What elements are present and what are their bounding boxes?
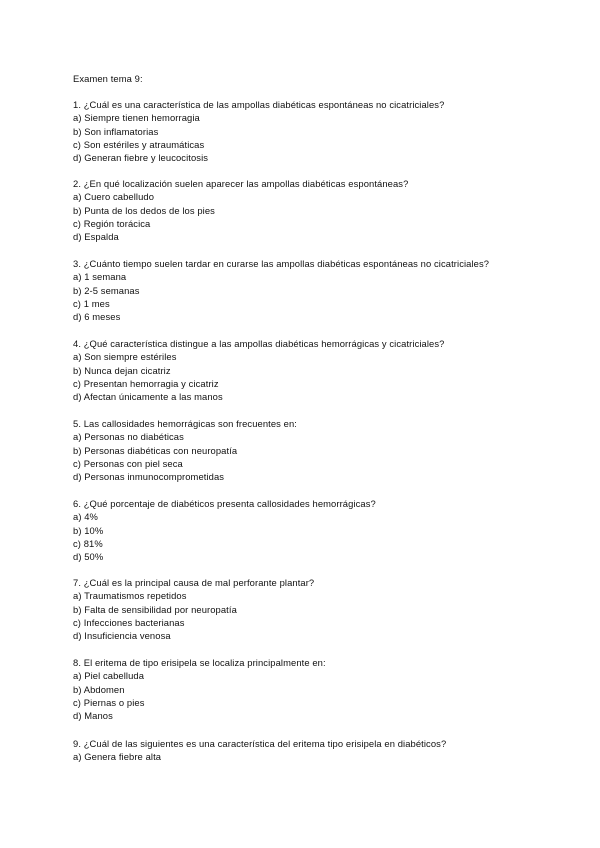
option-b[interactable]: b) Nunca dejan cicatriz	[73, 364, 171, 376]
option-a[interactable]: a) Genera fiebre alta	[73, 751, 162, 763]
question-text: 6. ¿Qué porcentaje de diabéticos presenta callosidades hemorrágicas?	[73, 498, 376, 509]
option-b[interactable]: b) Abdomen	[73, 683, 125, 695]
option-c[interactable]: c) 1 mes	[73, 297, 110, 309]
option-a[interactable]: a) Personas no diabéticas	[73, 431, 184, 443]
option-c[interactable]: c) Piernas o pies	[73, 696, 145, 708]
question-text: 4. ¿Qué característica distingue a las ampollas diabéticas hemorrágicas y cicatriciales?	[73, 338, 445, 349]
option-d[interactable]: d) Espalda	[73, 231, 119, 243]
question-block	[73, 337, 593, 403]
option-b[interactable]: b) Falta de sensibilidad por neuropatía	[73, 603, 237, 615]
question-text: 2. ¿En qué localización suelen aparecer las ampollas diabéticas espontáneas?	[73, 178, 409, 189]
question-text: 9. ¿Cuál de las siguientes es una característica del eritema tipo erisipela en diabéticos?	[73, 738, 447, 749]
option-b[interactable]: b) 2-5 semanas	[73, 284, 140, 296]
option-c[interactable]: c) Presentan hemorragia y cicatriz	[73, 377, 219, 389]
option-b[interactable]: b) 10%	[73, 524, 104, 536]
option-d[interactable]: d) Manos	[73, 710, 113, 722]
option-c[interactable]: c) Personas con piel seca	[73, 457, 183, 469]
option-b[interactable]: b) Son inflamatorias	[73, 125, 159, 137]
option-b[interactable]: b) Punta de los dedos de los pies	[73, 204, 215, 216]
question-block	[73, 656, 593, 722]
question-text: 7. ¿Cuál es la principal causa de mal perforante plantar?	[73, 577, 315, 588]
option-a[interactable]: a) Cuero cabelludo	[73, 191, 155, 203]
option-c[interactable]: c) Región torácica	[73, 217, 151, 229]
option-a[interactable]: a) Siempre tienen hemorragia	[73, 112, 200, 124]
question-block	[73, 98, 593, 164]
question-block	[73, 737, 593, 764]
question-block	[73, 497, 593, 563]
option-a[interactable]: a) 4%	[73, 511, 98, 523]
option-d[interactable]: d) 50%	[73, 551, 104, 563]
option-d[interactable]: d) 6 meses	[73, 311, 121, 323]
option-c[interactable]: c) Son estériles y atraumáticas	[73, 138, 205, 150]
option-c[interactable]: c) 81%	[73, 537, 103, 549]
option-d[interactable]: d) Insuficiencia venosa	[73, 630, 171, 642]
question-text: 5. Las callosidades hemorrágicas son frecuentes en:	[73, 418, 297, 429]
option-d[interactable]: d) Personas inmunocomprometidas	[73, 471, 225, 483]
option-d[interactable]: d) Afectan únicamente a las manos	[73, 391, 223, 403]
question-block	[73, 257, 593, 323]
option-d[interactable]: d) Generan fiebre y leucocitosis	[73, 152, 209, 164]
option-b[interactable]: b) Personas diabéticas con neuropatía	[73, 444, 238, 456]
option-a[interactable]: a) Traumatismos repetidos	[73, 590, 187, 602]
exam-title: Examen tema 9:	[73, 73, 143, 84]
option-a[interactable]: a) 1 semana	[73, 271, 127, 283]
question-block	[73, 177, 593, 243]
question-text: 1. ¿Cuál es una característica de las ampollas diabéticas espontáneas no cicatriciales?	[73, 99, 445, 110]
question-text: 3. ¿Cuánto tiempo suelen tardar en curarse las ampollas diabéticas espontáneas no cicatriciales?	[73, 258, 490, 269]
option-c[interactable]: c) Infecciones bacterianas	[73, 616, 185, 628]
option-a[interactable]: a) Son siempre estériles	[73, 351, 177, 363]
option-a[interactable]: a) Piel cabelluda	[73, 670, 145, 682]
question-block	[73, 417, 593, 483]
question-block	[73, 576, 593, 642]
question-text: 8. El eritema de tipo erisipela se localiza principalmente en:	[73, 657, 326, 668]
